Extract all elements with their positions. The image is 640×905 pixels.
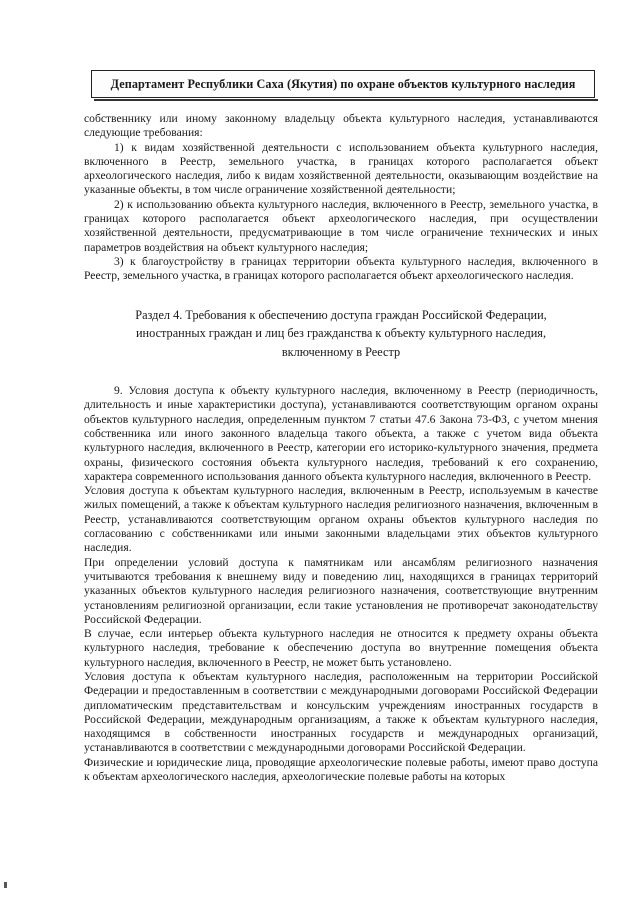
- requirement-item-2: 2) к использованию объекта культурного наследия, включенного в Реестр, земельного участка, в границах которого располагается объект археологического наследия, при осуществлении хозяйственной деятельности, предусматривающие в том числе ограничение технических и иных параметров воздействия на объект культурного наследия;: [84, 197, 598, 254]
- section-title-line-2: иностранных граждан и лиц без гражданства к объекту культурного наследия,: [135, 326, 547, 341]
- document-body: [84, 112, 598, 784]
- scan-margin-mark: [4, 882, 7, 888]
- paragraph-religious-access: При определении условий доступа к памятникам или ансамблям религиозного назначения учитываются требования к внешнему виду и поведению лиц, находящихся в границах территорий указанных объектов культурного наследия религиозного назначения, соответствующие внутренним установлениям религиозной организации, если такие установления не противоречат законодательству Российской Федерации.: [84, 555, 598, 626]
- requirement-item-3: 3) к благоустройству в границах территории объекта культурного наследия, включенного в Реестр, земельного участка, в границах которого располагается объект археологического наследия.: [84, 254, 598, 283]
- department-header-title: Департамент Республики Саха (Якутия) по охране объектов культурного наследия: [110, 76, 576, 91]
- paragraph-9: 9. Условия доступа к объекту культурного наследия, включенному в Реестр (периодичность, длительность и иные характеристики доступа), устанавливаются соответствующим органом охраны объектов культурного наследия, определенным пунктом 7 статьи 47.6 Закона 73-ФЗ, с учетом мнения собственника или иного законного владельца такого объекта, а также с учетом вида объекта культурного наследия, включенного в Реестр, категории его историко-культурного значения, предмета охраны, физического состояния объекта культурного наследия, требований к его сохранению, характера современного использования данного объекта культурного наследия, включенного в Реестр.: [84, 384, 598, 483]
- paragraph-interior: В случае, если интерьер объекта культурного наследия не относится к предмету охраны объекта культурного наследия, требование к обеспечению доступа во внутренние помещения объекта культурного наследия, включенного в Реестр, не может быть установлено.: [84, 627, 598, 669]
- intro-paragraph: собственнику или иному законному владельцу объекта культурного наследия, устанавливаются следующие требования:: [84, 112, 598, 140]
- section-title-line-3: включенному в Реестр: [281, 344, 401, 359]
- department-header-box: [91, 70, 595, 98]
- paragraph-archaeology: Физические и юридические лица, проводящие археологические полевые работы, имеют право доступа к объектам археологического наследия, археологические полевые работы на которых: [84, 755, 598, 784]
- paragraph-international: Условия доступа к объектам культурного наследия, расположенным на территории Российской Федерации и предоставленным в соответствии с международными договорами Российской Федерации дипломатическим представительствам и консульским учреждениям иностранных государств в Российской Федерации, международным организациям, а также к объектам культурного наследия, находящимся в собственности иностранных государств и международных организаций, устанавливаются в соответствии с международными договорами Российской Федерации.: [84, 670, 598, 755]
- section-title-line-1: Раздел 4. Требования к обеспечению доступа граждан Российской Федерации,: [135, 307, 547, 322]
- paragraph-residential-access: Условия доступа к объектам культурного наследия, включенным в Реестр, используемым в качестве жилых помещений, а также к объектам культурного наследия религиозного назначения, включенным в Реестр, устанавливаются соответствующим органом охраны объектов культурного наследия по согласованию с собственниками или иными законными владельцами этих объектов культурного наследия.: [84, 484, 598, 555]
- section-4-title: [84, 306, 598, 362]
- requirement-item-1: 1) к видам хозяйственной деятельности с использованием объекта культурного наследия, включенного в Реестр, земельного участка, в границах которого располагается объект археологического наследия, либо к видам хозяйственной деятельности, оказывающим воздействие на указанные объекты, в том числе ограничение хозяйственной деятельности;: [84, 140, 598, 197]
